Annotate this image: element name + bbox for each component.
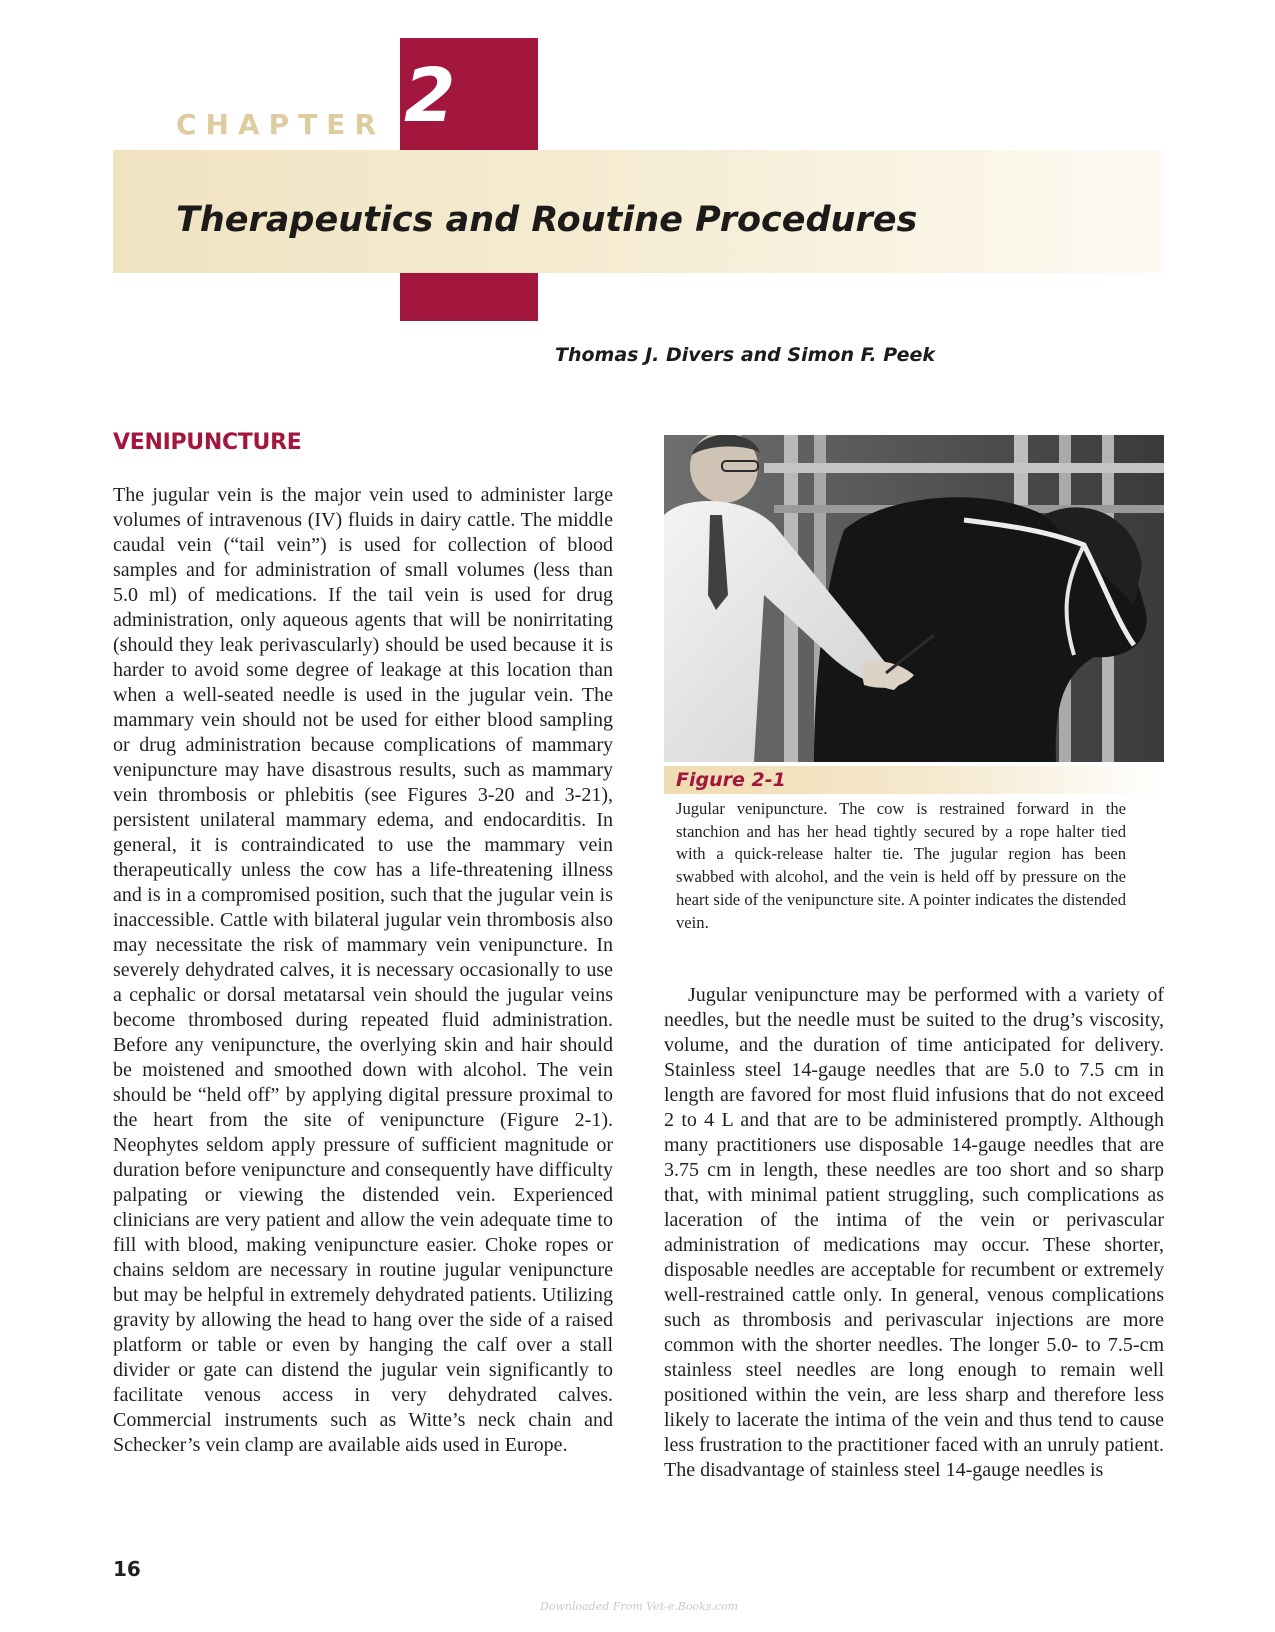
venipuncture-photo-image <box>664 435 1164 762</box>
body-paragraph: Jugular venipuncture may be performed with a variety of needles, but the needle must be suited to the drug’s viscosity, volume, and the duration of time anticipated for delivery. Stainless steel 14-gauge needles that are 5.0 to 7.5 cm in length are favored for most fluid infusions that do not exceed 2 to 4 L and that are to be administered promptly. Although many practitioners use disposable 14-gauge needles that are 3.75 cm in length, these needles are too short and so sharp that, with minimal patient struggling, such complications as laceration of the intima of the vein or perivascular administration of medications may occur. These shorter, disposable needles are acceptable for recumbent or extremely well-restrained cattle only. In general, venous complications such as thrombosis and perivascular injections are more common with the shorter needles. The longer 5.0- to 7.5-cm stainless steel needles are long enough to remain well positioned within the vein, are less sharp and therefore less likely to lacerate the intima of the vein and thus tend to cause less frustration to the practitioner faced with an unruly patient. The disadvantage of stainless steel 14-gauge needles is <box>664 984 1164 1481</box>
figure-caption <box>676 798 1126 934</box>
authors-line: Thomas J. Divers and Simon F. Peek <box>555 344 936 366</box>
section-heading: VENIPUNCTURE <box>113 430 302 455</box>
left-column <box>113 483 613 1458</box>
watermark: Downloaded From Vet-e.Books.com <box>540 1600 739 1613</box>
figure-photo <box>664 435 1164 762</box>
chapter-label: CHAPTER <box>176 108 385 141</box>
page-number: 16 <box>113 1557 141 1581</box>
chapter-number: 2 <box>404 53 456 139</box>
chapter-title: Therapeutics and Routine Procedures <box>176 200 918 240</box>
figure-caption-text: Jugular venipuncture. The cow is restrained forward in the stanchion and has her head tightly secured by a rope halter tied with a quick-release halter tie. The jugular region has been swabbed with alcohol, and the vein is held off by pressure on the heart side of the venipuncture site. A pointer indicates the distended vein. <box>676 799 1126 932</box>
right-column <box>664 983 1164 1483</box>
figure-label: Figure 2-1 <box>676 769 786 791</box>
chapter-accent-tail <box>400 273 538 321</box>
body-paragraph: The jugular vein is the major vein used to administer large volumes of intravenous (IV) fluids in dairy cattle. The middle caudal vein (“tail vein”) is used for collection of blood samples and for administration of small volumes (less than 5.0 ml) of medications. If the tail vein is used for drug administration, only aqueous agents that will be nonirritating (should they leak perivascularly) should be used because it is harder to avoid some degree of leakage at this location than when a well-seated needle is used in the jugular vein. The mammary vein should not be used for either blood sampling or drug administration because complications of mammary venipuncture may have disastrous results, such as mammary vein thrombosis or phlebitis (see Figures 3-20 and 3-21), persistent unilateral mammary edema, and endocarditis. In general, it is contraindicated to use the mammary vein therapeutically unless the cow has a life-threatening illness and is in a compromised position, such that the jugular vein is inaccessible. Cattle with bilateral jugular vein thrombosis also may necessitate the risk of mammary vein venipuncture. In severely dehydrated calves, it is necessary occasionally to use a cephalic or dorsal metatarsal vein should the jugular veins become thrombosed during repeated fluid administration. Before any venipuncture, the overlying skin and hair should be moistened and smoothed down with alcohol. The vein should be “held off” by applying digital pressure proximal to the heart from the site of venipuncture (Figure 2-1). Neophytes seldom apply pressure of sufficient magnitude or duration before venipuncture and consequently have difficulty palpating or viewing the distended vein. Experienced clinicians are very patient and allow the vein adequate time to fill with blood, making venipuncture easier. Choke ropes or chains seldom are necessary in routine jugular venipuncture but may be helpful in extremely dehydrated patients. Utilizing gravity by allowing the head to hang over the side of a raised platform or table or even by hanging the calf over a stall divider or gate can distend the jugular vein significantly to facilitate venous access in very dehydrated calves. Commercial instruments such as Witte’s neck chain and Schecker’s vein clamp are available aids used in Europe. <box>113 484 613 1456</box>
